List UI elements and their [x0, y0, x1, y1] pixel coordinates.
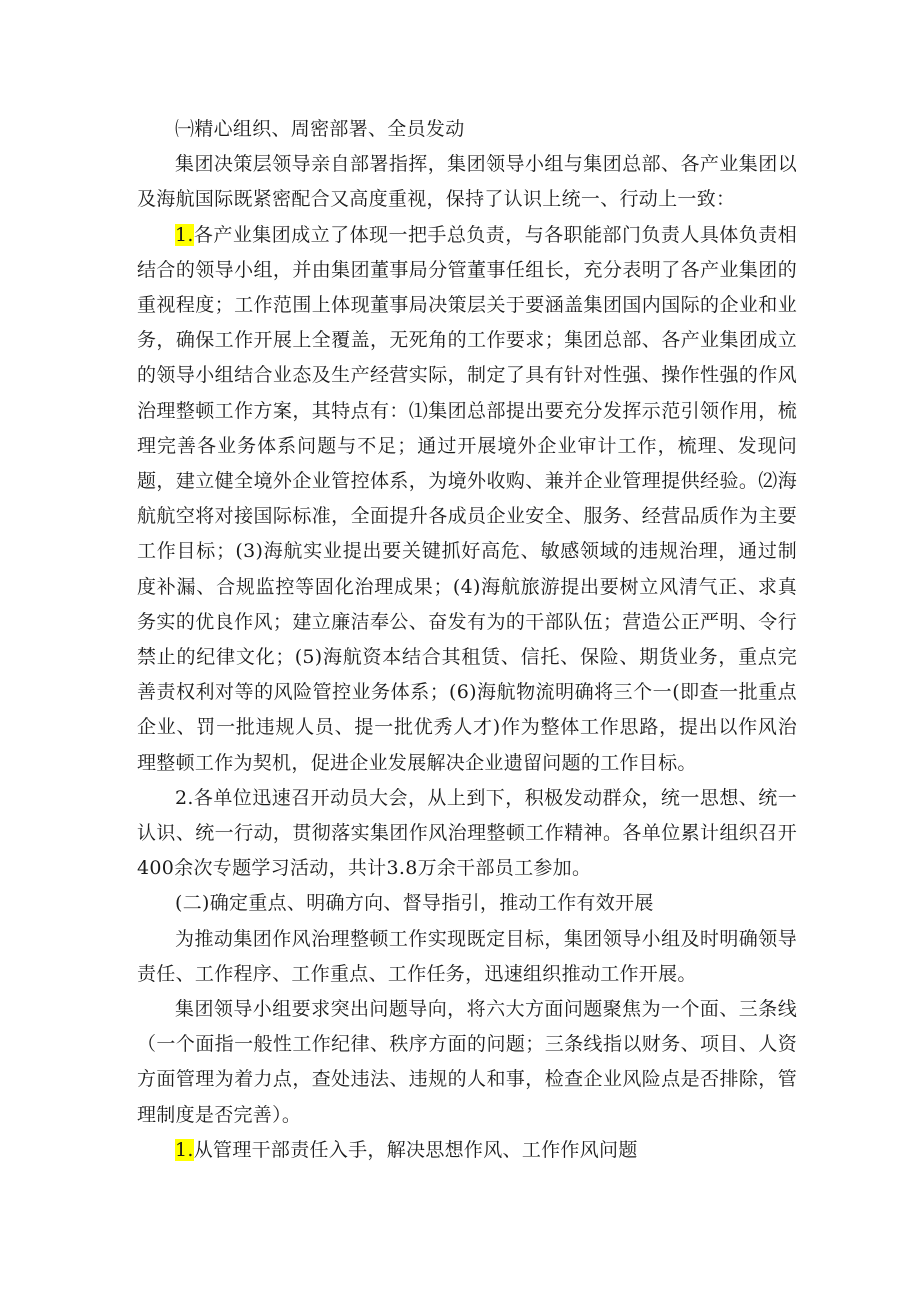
paragraph-focus: [137, 992, 797, 1133]
document-body: [137, 112, 797, 1168]
highlighted-list-marker: 1.: [175, 1138, 194, 1161]
paragraph-text: 集团领导小组要求突出问题导向，将六大方面问题聚焦为一个面、三条线（一个面指一般性工作纪律、秩序方面的问题；三条线指以财务、项目、人资方面管理为着力点，查处违法、违规的人和事，检查企业风险点是否排除，管理制度是否完善）。: [137, 998, 797, 1126]
paragraph-goal: [137, 922, 797, 992]
paragraph-text: 从管理干部责任入手，解决思想作风、工作作风问题: [193, 1138, 638, 1161]
paragraph-item-2: [137, 781, 797, 887]
paragraph-text: 集团决策层领导亲自部署指挥，集团领导小组与集团总部、各产业集团以及海航国际既紧密配合又高度重视，保持了认识上统一、行动上一致：: [137, 153, 797, 211]
paragraph-text: 为推动集团作风治理整顿工作实现既定目标，集团领导小组及时明确领导责任、工作程序、工作重点、工作任务，迅速组织推动工作开展。: [137, 927, 797, 985]
paragraph-item-1: [137, 218, 797, 781]
paragraph-subitem-1: [137, 1133, 797, 1168]
paragraph-intro: [137, 147, 797, 217]
section-heading-2: [137, 886, 797, 921]
paragraph-text: (二)确定重点、明确方向、督导指引，推动工作有效开展: [175, 892, 654, 915]
paragraph-text: 2.各单位迅速召开动员大会，从上到下，积极发动群众，统一思想、统一认识、统一行动，贯彻落实集团作风治理整顿工作精神。各单位累计组织召开400余次专题学习活动，共计3.8万余干部员工参加。: [137, 786, 797, 880]
section-heading-1: [137, 112, 797, 147]
paragraph-text: ㈠精心组织、周密部署、全员发动: [175, 118, 465, 140]
highlighted-list-marker: 1.: [175, 223, 194, 246]
paragraph-text: 各产业集团成立了体现一把手总负责，与各职能部门负责人具体负责相结合的领导小组，并由集团董事局分管董事任组长，充分表明了各产业集团的重视程度；工作范围上体现董事局决策层关于要涵盖集团国内国际的企业和业务，确保工作开展上全覆盖，无死角的工作要求；集团总部、各产业集团成立的领导小组结合业态及生产经营实际，制定了具有针对性强、操作性强的作风治理整顿工作方案，其特点有：⑴集团总部提出要充分发挥示范引领作用，梳理完善各业务体系问题与不足；通过开展境外企业审计工作，梳理、发现问题，建立健全境外企业管控体系，为境外收购、兼并企业管理提供经验。⑵海航航空将对接国际标准，全面提升各成员企业安全、服务、经营品质作为主要工作目标；(3)海航实业提出要关键抓好高危、敏感领域的违规治理，通过制度补漏、合规监控等固化治理成果；(4)海航旅游提出要树立风清气正、求真务实的优良作风；建立廉洁奉公、奋发有为的干部队伍；营造公正严明、令行禁止的纪律文化；(5)海航资本结合其租赁、信托、保险、期货业务，重点完善责权利对等的风险管控业务体系；(6)海航物流明确将三个一(即查一批重点企业、罚一批违规人员、提一批优秀人才)作为整体工作思路，提出以作风治理整顿工作为契机，促进企业发展解决企业遗留问题的工作目标。: [137, 223, 797, 774]
